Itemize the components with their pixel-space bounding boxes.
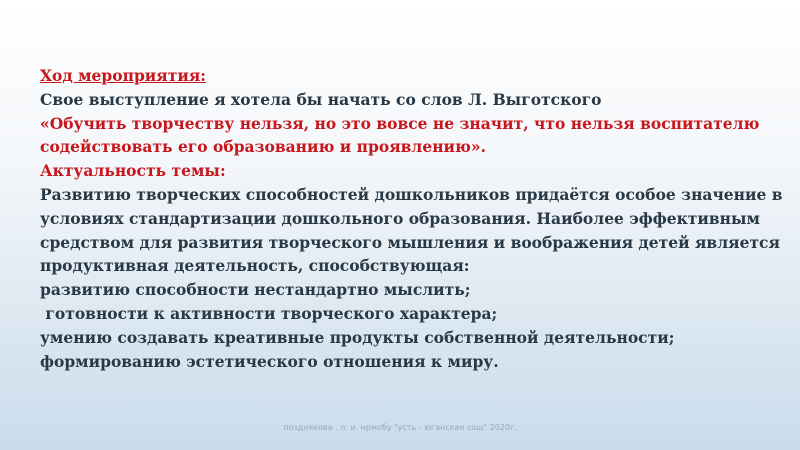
body-line-7: умению создавать креативные продукты собственной деятельности;: [40, 327, 675, 347]
intro-text: Свое выступление я хотела бы начать со слов Л. Выготского: [40, 89, 602, 109]
body-line-4: продуктивная деятельность, способствующая:: [40, 256, 470, 276]
relevance-heading: Актуальность темы:: [40, 161, 226, 181]
body-line-8: формированию эстетического отношения к миру.: [40, 351, 499, 371]
body-line-3: средством для развития творческого мышления и воображения детей является: [40, 232, 780, 252]
body-line-5: развитию способности нестандартно мыслить;: [40, 280, 471, 300]
slide-content: [40, 64, 783, 373]
body-line-6: готовности к активности творческого характера;: [40, 303, 498, 323]
event-heading: Ход мероприятия:: [40, 66, 206, 85]
body-line-1: Развитию творческих способностей дошкольников придаётся особое значение в: [40, 184, 783, 204]
quote-line-1: «Обучить творчеству нельзя, но это вовсе не значит, что нельзя воспитателю: [40, 113, 760, 133]
slide-footer: позднякова . л. и. нрмобу "усть - юганская сош" 2020г.: [283, 423, 517, 432]
body-line-2: условиях стандартизации дошкольного образования. Наиболее эффективным: [40, 208, 760, 228]
quote-line-2: содействовать его образованию и проявлению».: [40, 137, 487, 157]
